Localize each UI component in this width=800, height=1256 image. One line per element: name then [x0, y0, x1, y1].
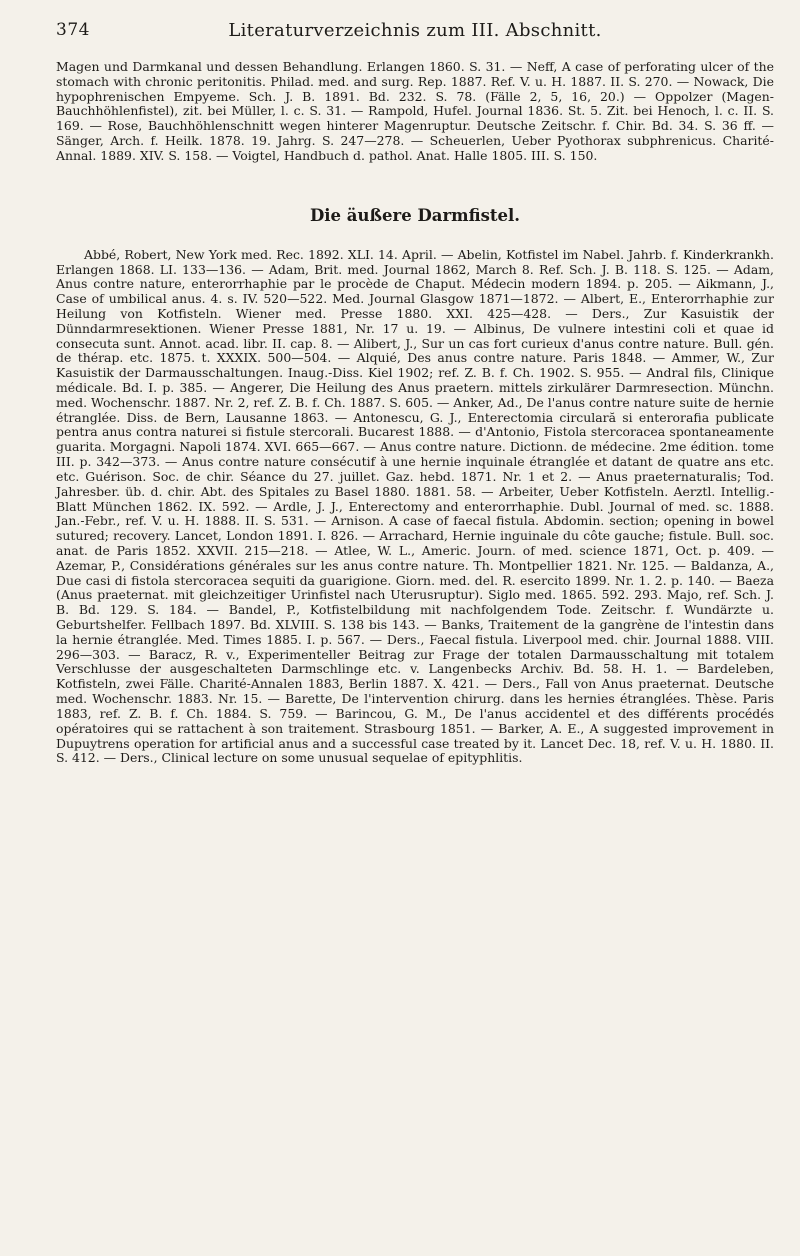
page-header: [56, 20, 774, 50]
continued-bibliography-paragraph: Magen und Darmkanal und dessen Behandlung. Erlangen 1860. S. 31. — Neff, A case of perforating ulcer of the stomach with chronic peritonitis. Philad. med. and surg. Rep. 1887. Ref. V. u. H. 1887. II. S. 270. — Nowack, Die hypophrenischen Empyeme. Sch. J. B. 1891. Bd. 232. S. 78. (Fälle 2, 5, 16, 20.) — Oppolzer (Magen-Bauchhöhlenfistel), zit. bei Müller, l. c. S. 31. — Rampold, Hufel. Journal 1836. St. 5. Zit. bei Henoch, l. c. II. S. 169. — Rose, Bauchhöhlenschnitt wegen hinterer Magenruptur. Deutsche Zeitschr. f. Chir. Bd. 34. S. 36 ff. — Sänger, Arch. f. Heilk. 1878. 19. Jahrg. S. 247—278. — Scheuerlen, Ueber Pyothorax subphrenicus. Charité-Annal. 1889. XIV. S. 158. — Voigtel, Handbuch d. pathol. Anat. Halle 1805. III. S. 150.: [56, 59, 774, 163]
running-head: Literaturverzeichnis zum III. Abschnitt.: [228, 20, 602, 41]
page-number: 374: [56, 20, 90, 40]
bibliography-paragraph: Abbé, Robert, New York med. Rec. 1892. XLI. 14. April. — Abelin, Kotfistel im Nabel. Jahrb. f. Kinderkrankh. Erlangen 1868. LI. 133—136. — Adam, Brit. med. Journal 1862, March 8. Ref. Sch. J. B. 118. S. 125. — Adam, Anus contre nature, enterorrhaphie par le procède de Chaput. Médecin modern 1894. p. 205. — Aikmann, J., Case of umbilical anus. 4. s. IV. 520—522. Med. Journal Glasgow 1871—1872. — Albert, E., Enterorrhaphie zur Heilung von Kotfisteln. Wiener med. Presse 1880. XXI. 425—428. — Ders., Zur Kasuistik der Dünndarmresektionen. Wiener Presse 1881, Nr. 17 u. 19. — Albinus, De vulnere intestini coli et quae id consecuta sunt. Annot. acad. libr. II. cap. 8. — Alibert, J., Sur un cas fort curieux d'anus contre nature. Bull. gén. de thérap. etc. 1875. t. XXXIX. 500—504. — Alquié, Des anus contre nature. Paris 1848. — Ammer, W., Zur Kasuistik der Darmausschaltungen. Inaug.-Diss. Kiel 1902; ref. Z. B. f. Ch. 1902. S. 955. — Andral fils, Clinique médicale. Bd. I. p. 385. — Angerer, Die Heilung des Anus praetern. mittels zirkulärer Darmresection. Münchn. med. Wochenschr. 1887. Nr. 2, ref. Z. B. f. Ch. 1887. S. 605. — Anker, Ad., De l'anus contre nature suite de hernie étranglée. Diss. de Bern, Lausanne 1863. — Antonescu, G. J., Enterectomia circulară si enterorafia publicate pentra anus contra naturei si fistule stercorali. Bucarest 1888. — d'Antonio, Fistola stercoracea spontaneamente guarita. Morgagni. Napoli 1874. XVI. 665—667. — Anus contre nature. Dictionn. de médecine. 2me édition. tome III. p. 342—373. — Anus contre nature consécutif à une hernie inquinale étranglée et datant de quatre ans etc. etc. Guérison. Soc. de chir. Séance du 27. juillet. Gaz. hebd. 1871. Nr. 1 et 2. — Anus praeternaturalis; Tod. Jahresber. üb. d. chir. Abt. des Spitales zu Basel 1880. 1881. 58. — Arbeiter, Ueber Kotfisteln. Aerztl. Intellig.-Blatt München 1862. IX. 592. — Ardle, J. J., Enterectomy and enterorrhaphie. Dubl. Journal of med. sc. 1888. Jan.-Febr., ref. V. u. H. 1888. II. S. 531. — Arnison. A case of faecal fistula. Abdomin. section; opening in bowel sutured; recovery. Lancet, London 1891. I. 826. — Arrachard, Hernie inguinale du côte gauche; fistule. Bull. soc. anat. de Paris 1852. XXVII. 215—218. — Atlee, W. L., Americ. Journ. of med. science 1871, Oct. p. 409. — Azemar, P., Considérations générales sur les anus contre nature. Th. Montpellier 1821. Nr. 125. — Baldanza, A., Due casi di fistola stercoracea sequiti da guarigione. Giorn. med. del. R. esercito 1899. Nr. 1. 2. p. 140. — Baeza (Anus praeternat. mit gleichzeitiger Urinfistel nach Uterusruptur). Siglo med. 1865. 592. 293. Majo, ref. Sch. J. B. Bd. 129. S. 184. — Bandel, P., Kotfistelbildung mit nachfolgendem Tode. Zeitschr. f. Wundärzte u. Geburtshelfer. Fellbach 1897. Bd. XLVIII. S. 138 bis 143. — Banks, Traitement de la gangrène de l'intestin dans la hernie étranglée. Med. Times 1885. I. p. 567. — Ders., Faecal fistula. Liverpool med. chir. Journal 1888. VIII. 296—303. — Baracz, R. v., Experimenteller Beitrag zur Frage der totalen Darmausschaltung mit totalem Verschlusse der ausgeschalteten Darmschlinge etc. v. Langenbecks Archiv. Bd. 58. H. 1. — Bardeleben, Kotfisteln, zwei Fälle. Charité-Annalen 1883, Berlin 1887. X. 421. — Ders., Fall von Anus praeternat. Deutsche med. Wochenschr. 1883. Nr. 15. — Barette, De l'intervention chirurg. dans les hernies étranglées. Thèse. Paris 1883, ref. Z. B. f. Ch. 1884. S. 759. — Barincou, G. M., De l'anus accidentel et des différents procédés opératoires qui se rattachent à son traitement. Strasbourg 1851. — Barker, A. E., A suggested improvement in Dupuytrens operation for artificial anus and a successful case treated by it. Lancet Dec. 18, ref. V. u. H. 1880. II. S. 412. — Ders., Clinical lecture on some unusual sequelae of epityphlitis.: [56, 246, 774, 766]
section-title: Die äußere Darmfistel.: [309, 205, 521, 225]
book-page: [56, 20, 774, 766]
